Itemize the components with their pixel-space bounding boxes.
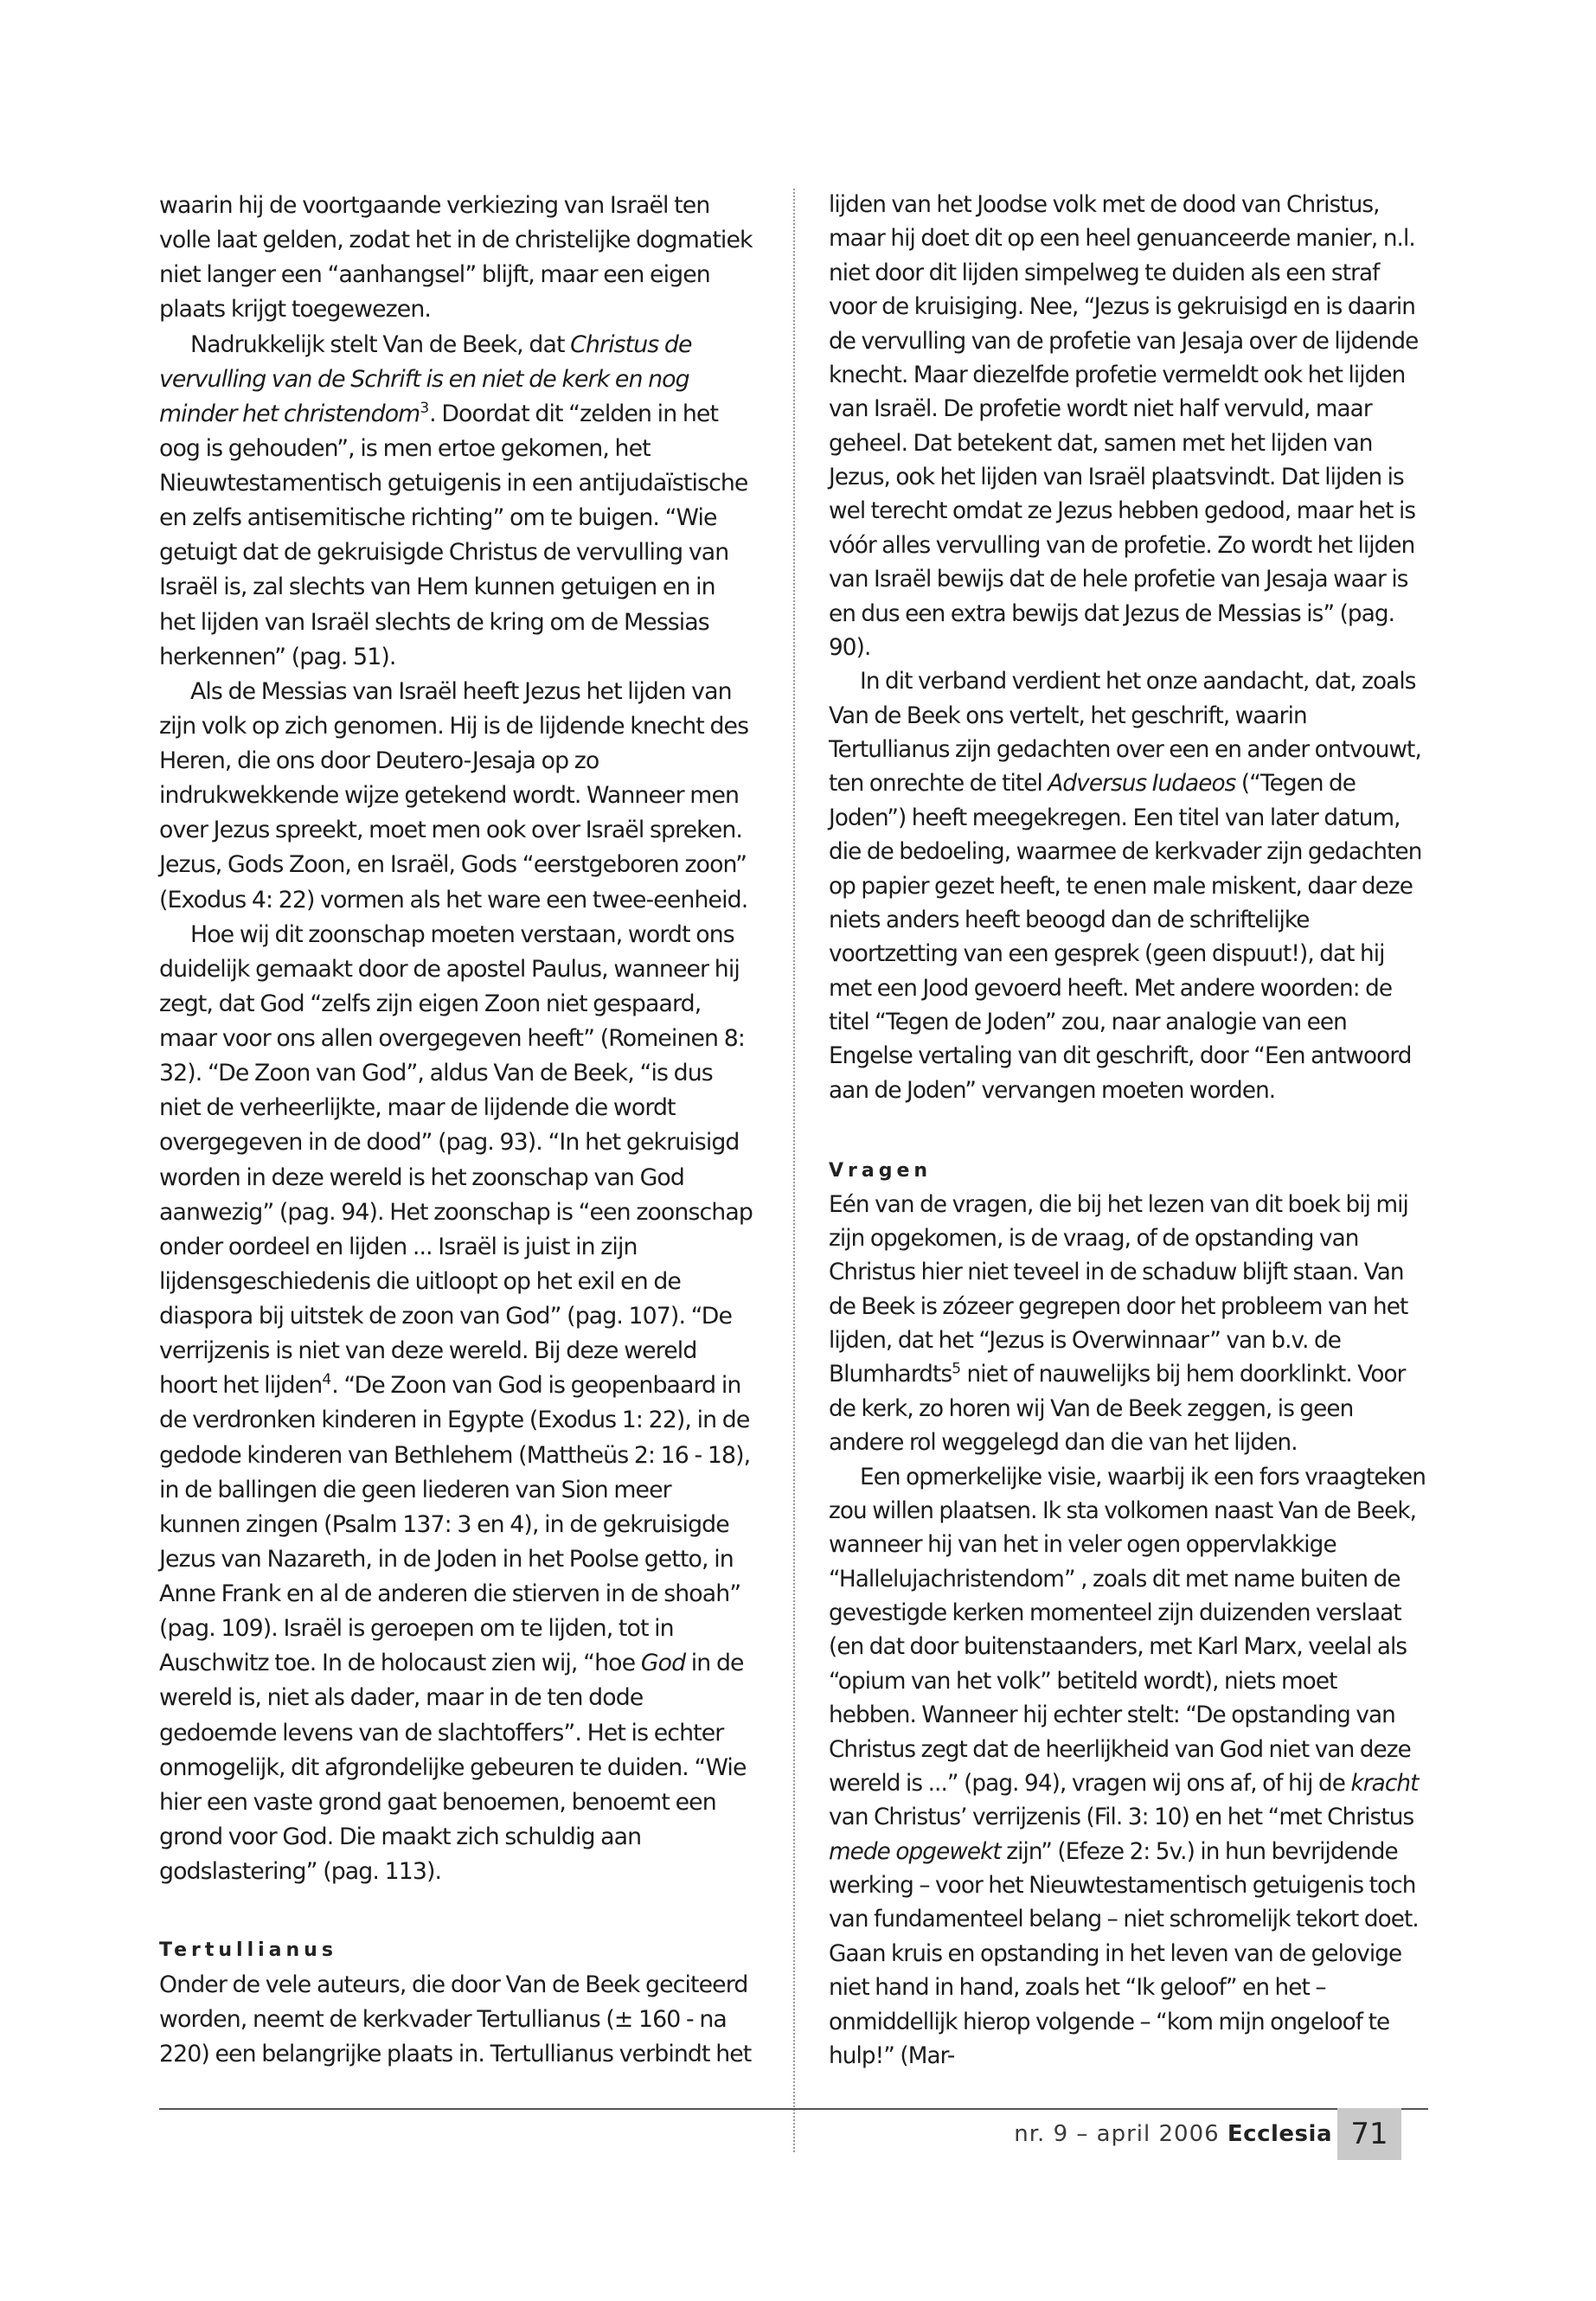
text-run: Eén van de vragen, die bij het lezen van dit boek bij mij zijn opgekomen, is de vraag, of de opstanding van Christus hier niet teveel in de schaduw blijft staan. Van de Beek is zózeer gegrepen door het probleem van het lijden, dat het “Jezus is Overwinnaar” van b.v. de Blumhardts	[829, 1191, 1408, 1388]
text-run: waarin hij de voortgaande verkiezing van Israël ten volle laat gelden, zodat het in de christelijke dogmatiek niet langer een “aanhangsel” blijft, maar een eigen plaats krijgt toegewezen.	[159, 192, 753, 324]
footnote-ref: 5	[952, 1360, 962, 1378]
paragraph	[159, 675, 756, 918]
paragraph	[159, 1968, 756, 2072]
italic-text: Christus de vervulling van de Schrift is en niet de kerk en nog minder het christendom	[159, 330, 692, 427]
paragraph	[829, 189, 1427, 665]
section-heading: Tertullianus	[159, 1939, 337, 1962]
text-run: . Doordat dit “zelden in het oog is gehouden”, is men ertoe gekomen, het Nieuwtestamentisch getuigenis in een antijudaïstische en zelfs antisemitische richting” om te buigen. “Wie getuigt dat de gekruisigde Christus de vervulling van Israël is, zal slechts van Hem kunnen getuigen en in het lijden van Israël slechts de kring om de Messias herkennen” (pag. 51).	[159, 400, 748, 670]
text-run: zijn” (Efeze 2: 5v.) in hun bevrijdende werking – voor het Nieuwtestamentisch getuigenis toch van fundamenteel belang – niet schromelijk tekort doet. Gaan kruis en opstanding in het leven van de gelovige niet hand in hand, zoals het “Ik geloof” en het – onmiddellijk hierop volgende – “kom mijn ongeloof te hulp!” (Mar-	[829, 1838, 1419, 2069]
text-run: van Christus’ verrijzenis (Fil. 3: 10) en het “met Christus	[829, 1804, 1414, 1831]
italic-text: kracht	[1350, 1770, 1419, 1797]
column-divider	[793, 189, 795, 2152]
italic-text: mede opgewekt	[829, 1838, 1001, 1865]
text-run: Onder de vele auteurs, die door Van de Beek geciteerd worden, neemt de kerkvader Tertullianus (± 160 - na 220) een belangrijke plaats in. Tertullianus verbindt het	[159, 1971, 752, 2067]
paragraph	[159, 918, 756, 1890]
paragraph	[159, 328, 756, 675]
left-column	[159, 189, 756, 2109]
text-run: in de wereld is, niet als dader, maar in de ten dode gedoemde levens van de slachtoffers”. Het is echter onmogelijk, dit afgrondelijke gebeuren te duiden. “Wie hier een vaste grond gaat benoemen, benoemt een grond voor God. Die maakt zich schuldig aan godslastering” (pag. 113).	[159, 1650, 747, 1885]
section-heading: Vragen	[829, 1160, 933, 1183]
footer-issue-line	[952, 2121, 1332, 2147]
text-run: In dit verband verdient het onze aandacht, dat, zoals Van de Beek ons vertelt, het geschrift, waarin Tertullianus zijn gedachten over een en ander ontvouwt, ten onrechte de titel	[829, 669, 1421, 798]
footer-magazine-title: Ecclesia	[1227, 2121, 1332, 2147]
text-run: Hoe wij dit zoonschap moeten verstaan, wordt ons duidelijk gemaakt door de apostel Paulus, wanneer hij zegt, dat God “zelfs zijn eigen Zoon niet gespaard, maar voor ons allen overgegeven heeft” (Romeinen 8: 32). “De Zoon van God”, aldus Van de Beek, “is dus niet de verheerlijkte, maar de lijdende die wordt overgegeven in de dood” (pag. 93). “In het gekruisigd worden in deze wereld is het zoonschap van God aanwezig” (pag. 94). Het zoonschap is “een zoonschap onder oordeel en lijden ... Israël is juist in zijn lijdensgeschiedenis die uitloopt op het exil en de diaspora bij uitstek de zoon van God” (pag. 107). “De verrijzenis is niet van deze wereld. Bij deze wereld hoort het lijden	[159, 920, 753, 1400]
text-run: . “De Zoon van God is geopenbaard in de verdronken kinderen in Egypte (Exodus 1: 22), in de gedode kinderen van Bethlehem (Mattheüs 2: 16 - 18), in de ballingen die geen liederen van Sion meer kunnen zingen (Psalm 137: 3 en 4), in de gekruisigde Jezus van Nazareth, in de Joden in het Poolse getto, in Anne Frank en al de anderen die stierven in de shoah” (pag. 109). Israël is geroepen om te lijden, tot in Auschwitz toe. In de holocaust zien wij, “hoe	[159, 1372, 751, 1677]
paragraph	[829, 1461, 1427, 2074]
italic-text: God	[640, 1650, 686, 1677]
text-run: Een opmerkelijke visie, waarbij ik een fors vraagteken zou willen plaatsen. Ik sta volkomen naast Van de Beek, wanneer hij van het in veler ogen oppervlakkige “Hallelujachristendom” , zoals dit met name buiten de gevestigde kerken momenteel zijn duizenden verslaat (en dat door buitenstaanders, met Karl Marx, veelal als “opium van het volk” betiteld wordt), niets moet hebben. Wanneer hij echter stelt: “De opstanding van Christus zegt dat de heerlijkheid van God niet van deze wereld is ...” (pag. 94), vragen wij ons af, of hij de	[829, 1464, 1426, 1797]
text-run: Als de Messias van Israël heeft Jezus het lijden van zijn volk op zich genomen. Hij is de lijdende knecht des Heren, die ons door Deutero-Jesaja op zo indrukwekkende wijze getekend wordt. Wanneer men over Jezus spreekt, moet men ook over Israël spreken. Jezus, Gods Zoon, en Israël, Gods “eerstgeboren zoon” (Exodus 4: 22) vormen als het ware een twee-eenheid.	[159, 677, 749, 913]
text-run: (“Tegen de Joden”) heeft meegekregen. Een titel van later datum, die de bedoeling, waarmee de kerkvader zijn gedachten op papier gezet heeft, te enen male miskent, daar deze niets anders heeft beoogd dan de schriftelijke voortzetting van een gesprek (geen dispuut!), dat hij met een Jood gevoerd heeft. Met andere woorden: de titel “Tegen de Joden” zou, naar analogie van een Engelse vertaling van dit geschrift, door “Een antwoord aan de Joden” vervangen moeten worden.	[829, 771, 1422, 1104]
text-run: lijden van het Joodse volk met de dood van Christus, maar hij doet dit op een heel genuanceerde manier, n.l. niet door dit lijden simpelweg te duiden als een straf voor de kruisiging. Nee, “Jezus is gekruisigd en is daarin de vervulling van de profetie van Jesaja over de lijdende knecht. Maar diezelfde profetie vermeldt ook het lijden van Israël. De profetie wordt niet half vervuld, maar geheel. Dat betekent dat, samen met het lijden van Jezus, ook het lijden van Israël plaatsvindt. Dat lijden is wel terecht omdat ze Jezus hebben gedood, maar het is vóór alles vervulling van de profetie. Zo wordt het lijden van Israël bewijs dat de hele profetie van Jesaja waar is en dus een extra bewijs dat Jezus de Messias is” (pag. 90).	[829, 192, 1419, 661]
footer-issue: nr. 9 – april 2006	[1014, 2121, 1220, 2147]
paragraph	[829, 665, 1427, 1108]
page-number: 71	[1337, 2108, 1401, 2160]
text-run: Nadrukkelijk stelt Van de Beek, dat	[190, 330, 571, 358]
footnote-ref: 4	[322, 1371, 332, 1389]
paragraph	[829, 1189, 1427, 1461]
italic-text: Adversus Iudaeos	[1048, 771, 1236, 798]
footnote-ref: 3	[420, 399, 430, 417]
footer-rule	[159, 2108, 1428, 2110]
right-column	[829, 189, 1427, 2109]
text-run: niet of nauwelijks bij hem doorklinkt. Voor de kerk, zo horen wij Van de Beek zeggen, is geen andere rol weggelegd dan die van het lijden.	[829, 1362, 1406, 1457]
paragraph	[159, 189, 756, 328]
